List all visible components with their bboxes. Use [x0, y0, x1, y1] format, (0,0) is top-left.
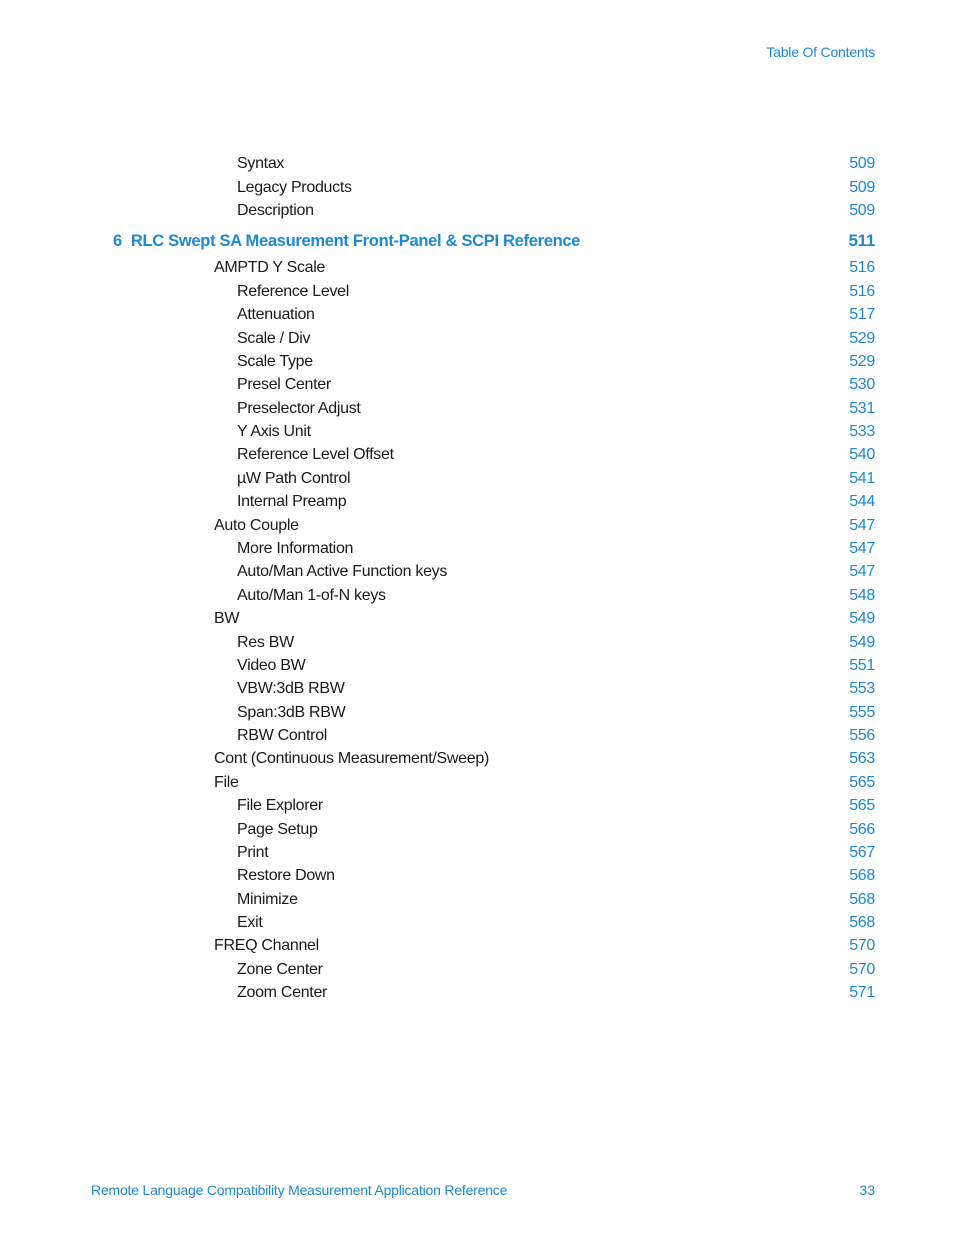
- toc-page-link[interactable]: 551: [849, 657, 875, 674]
- toc-entry[interactable]: [0, 795, 954, 817]
- toc-entry[interactable]: [0, 444, 954, 466]
- toc-entry[interactable]: [0, 959, 954, 981]
- toc-entry[interactable]: [0, 153, 954, 175]
- toc-entry[interactable]: [0, 889, 954, 911]
- toc-entry[interactable]: [0, 702, 954, 724]
- toc-entry[interactable]: [0, 655, 954, 677]
- toc-page-link[interactable]: 509: [849, 155, 875, 172]
- toc-page-link[interactable]: 556: [849, 727, 875, 744]
- toc-entry-label: AMPTD Y Scale: [214, 259, 326, 276]
- toc-entry-label: Y Axis Unit: [237, 423, 311, 440]
- toc-entry[interactable]: [0, 678, 954, 700]
- toc-entry[interactable]: [0, 865, 954, 887]
- toc-entry-label: RBW Control: [237, 727, 328, 744]
- chapter-title[interactable]: [113, 230, 580, 252]
- toc-entry[interactable]: [0, 421, 954, 443]
- toc-entry-label: File: [214, 774, 239, 791]
- toc-entry-label: Legacy Products: [237, 179, 352, 196]
- toc-entry-label: Auto/Man Active Function keys: [237, 563, 448, 580]
- toc-entry[interactable]: [0, 632, 954, 654]
- toc-page-link[interactable]: 568: [849, 891, 875, 908]
- toc-page-link[interactable]: 565: [849, 774, 875, 791]
- toc-entry-label: Res BW: [237, 634, 294, 651]
- toc-page-link[interactable]: 517: [849, 306, 875, 323]
- toc-page-link[interactable]: 516: [849, 283, 875, 300]
- chapter-title-text: RLC Swept SA Measurement Front-Panel & SCPI Reference: [130, 232, 581, 250]
- toc-entry-label: VBW:3dB RBW: [237, 680, 345, 697]
- toc-entry[interactable]: [0, 725, 954, 747]
- toc-entry-label: File Explorer: [237, 797, 323, 814]
- toc-page-link[interactable]: 516: [849, 259, 875, 276]
- toc-entry-label: Exit: [237, 914, 263, 931]
- toc-entry-label: More Information: [237, 540, 354, 557]
- toc-page-link[interactable]: 563: [849, 750, 875, 767]
- toc-entry[interactable]: [0, 561, 954, 583]
- toc-entry[interactable]: [0, 351, 954, 373]
- footer-page-number: 33: [859, 1182, 875, 1198]
- toc-page-link[interactable]: 509: [849, 202, 875, 219]
- toc-page-link[interactable]: 531: [849, 400, 875, 417]
- toc-entry[interactable]: [0, 912, 954, 934]
- footer-document-title: Remote Language Compatibility Measurement Application Reference: [91, 1182, 508, 1198]
- toc-entry[interactable]: [0, 585, 954, 607]
- toc-entry[interactable]: [0, 491, 954, 513]
- toc-chapter-heading[interactable]: [0, 230, 954, 254]
- toc-entry[interactable]: [0, 608, 954, 630]
- toc-page-link[interactable]: 509: [849, 179, 875, 196]
- toc-entry-label: Page Setup: [237, 821, 318, 838]
- toc-page-link[interactable]: 568: [849, 914, 875, 931]
- toc-entry[interactable]: [0, 982, 954, 1004]
- toc-entry[interactable]: [0, 772, 954, 794]
- toc-entry-label: Syntax: [237, 155, 285, 172]
- toc-entry-label: FREQ Channel: [214, 937, 319, 954]
- chapter-number: 6: [113, 232, 122, 250]
- toc-page-link[interactable]: 547: [849, 540, 875, 557]
- toc-entry-label: Description: [237, 202, 314, 219]
- toc-page-link[interactable]: 553: [849, 680, 875, 697]
- toc-page-link[interactable]: 570: [849, 961, 875, 978]
- toc-entry[interactable]: [0, 281, 954, 303]
- toc-entry-label: Preselector Adjust: [237, 400, 361, 417]
- toc-page-link[interactable]: 540: [849, 446, 875, 463]
- toc-entry[interactable]: [0, 257, 954, 279]
- toc-page-link[interactable]: 529: [849, 330, 875, 347]
- toc-page-link[interactable]: 541: [849, 470, 875, 487]
- toc-entry[interactable]: [0, 200, 954, 222]
- toc-entry-label: Auto Couple: [214, 517, 299, 534]
- toc-page-link[interactable]: 548: [849, 587, 875, 604]
- toc-page-link[interactable]: 566: [849, 821, 875, 838]
- toc-entry[interactable]: [0, 374, 954, 396]
- toc-entry-label: Internal Preamp: [237, 493, 347, 510]
- toc-entry-label: BW: [214, 610, 240, 627]
- toc-entry-label: Span:3dB RBW: [237, 704, 346, 721]
- toc-entry-label: Zoom Center: [237, 984, 328, 1001]
- toc-entry-label: Restore Down: [237, 867, 335, 884]
- toc-page-link[interactable]: 568: [849, 867, 875, 884]
- toc-page-link[interactable]: 549: [849, 610, 875, 627]
- toc-entry-label: Attenuation: [237, 306, 315, 323]
- toc-entry-label: Presel Center: [237, 376, 331, 393]
- toc-entry-label: Cont (Continuous Measurement/Sweep): [214, 750, 489, 767]
- toc-entry[interactable]: [0, 842, 954, 864]
- toc-entry[interactable]: [0, 398, 954, 420]
- toc-page-link[interactable]: 567: [849, 844, 875, 861]
- toc-entry[interactable]: [0, 819, 954, 841]
- toc-entry[interactable]: [0, 328, 954, 350]
- toc-entry-label: Auto/Man 1-of-N keys: [237, 587, 386, 604]
- toc-page-link[interactable]: 565: [849, 797, 875, 814]
- toc-page-link[interactable]: 570: [849, 937, 875, 954]
- toc-page-link[interactable]: 547: [849, 517, 875, 534]
- toc-entry-label: Zone Center: [237, 961, 323, 978]
- toc-entry[interactable]: [0, 538, 954, 560]
- toc-page-link[interactable]: 547: [849, 563, 875, 580]
- toc-entry-label: Video BW: [237, 657, 306, 674]
- toc-entry-label: Scale Type: [237, 353, 313, 370]
- toc-page-link[interactable]: 530: [849, 376, 875, 393]
- toc-entry[interactable]: [0, 515, 954, 537]
- toc-entry[interactable]: [0, 304, 954, 326]
- toc-page-link[interactable]: 571: [849, 984, 875, 1001]
- toc-entry-label: Print: [237, 844, 269, 861]
- toc-entry[interactable]: [0, 468, 954, 490]
- toc-entry-label: Reference Level Offset: [237, 446, 394, 463]
- toc-entry-label: Minimize: [237, 891, 298, 908]
- toc-page-link[interactable]: 555: [849, 704, 875, 721]
- toc-entry-label: µW Path Control: [237, 470, 351, 487]
- toc-entry-label: Scale / Div: [237, 330, 311, 347]
- toc-page-link[interactable]: 549: [849, 634, 875, 651]
- toc-entry[interactable]: [0, 748, 954, 770]
- toc-entry[interactable]: [0, 177, 954, 199]
- running-header-title: Table Of Contents: [766, 44, 875, 60]
- toc-page-link[interactable]: 533: [849, 423, 875, 440]
- toc-entry-label: Reference Level: [237, 283, 350, 300]
- toc-entry[interactable]: [0, 935, 954, 957]
- toc-page-link[interactable]: 544: [849, 493, 875, 510]
- toc-page-link[interactable]: 529: [849, 353, 875, 370]
- chapter-page-link[interactable]: 511: [848, 231, 875, 250]
